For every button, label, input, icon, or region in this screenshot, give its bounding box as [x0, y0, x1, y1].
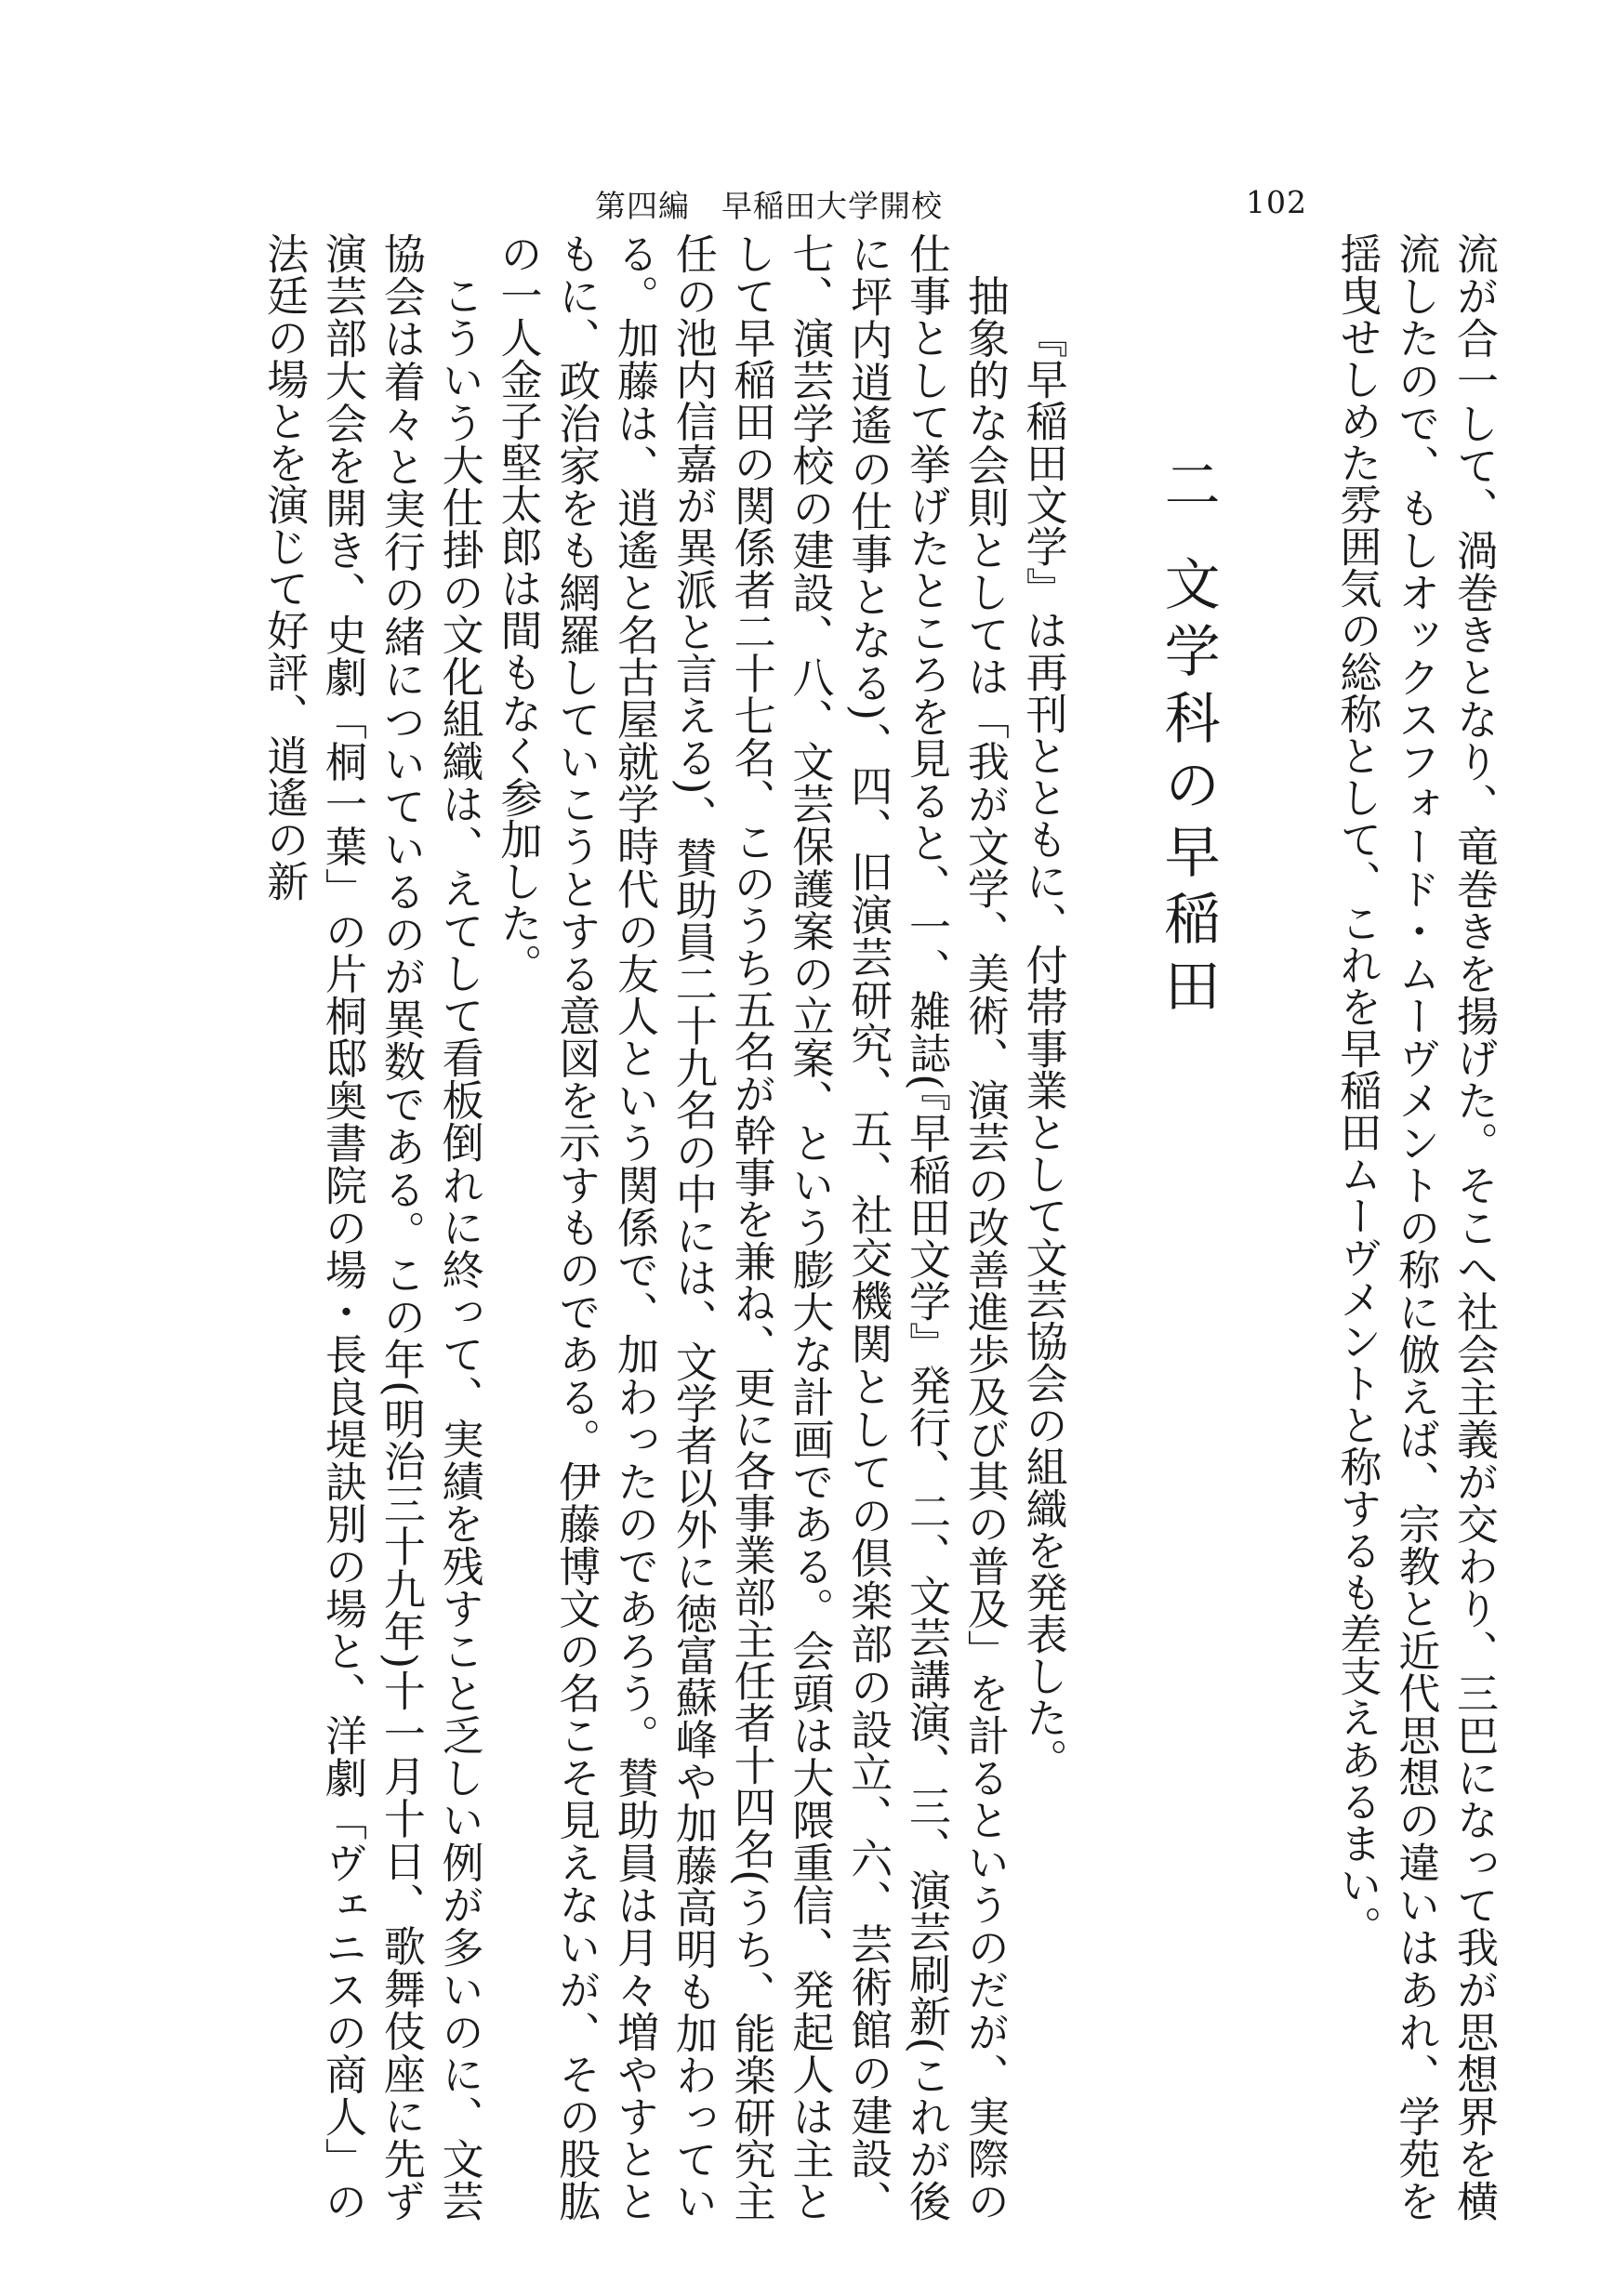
- section-heading: [1155, 232, 1221, 2222]
- paragraph: 抽象的な会則としては「我が文学、美術、演芸の改善進歩及び其の普及」を計るというのだが、実際の仕事として挙げたところを見ると、一、雑誌(『早稲田文学』発行、二、文芸講演、三、演芸刷新(これが後に坪内逍遙の仕事となる)、四、旧演芸研究、五、社交機関としての倶楽部の設立、六、芸術館の建設、七、演芸学校の建設、八、文芸保護案の立案、という膨大な計画である。会頭は大隈重信、発起人は主として早稲田の関係者二十七名、このうち五名が幹事を兼ね、更に各事業部主任者十四名(うち、能楽研究主任の池内信嘉が異派と言える)、賛助員二十九名の中には、文学者以外に徳富蘇峰や加藤高明も加わっている。加藤は、逍遙と名古屋就学時代の友人という関係で、加わったのであろう。賛助員は月々増やすとともに、政治家をも網羅していこうとする意図を示すものである。伊藤博文の名こそ見えないが、その股肱の一人金子堅太郎は間もなく参加した。: [493, 232, 1010, 2222]
- paragraph: こういう大仕掛の文化組織は、えてして看板倒れに終って、実績を残すこと乏しい例が多いのに、文芸協会は着々と実行の緒についているのが異数である。この年(明治三十九年)十一月十日、歌舞伎座に先ず演芸部大会を開き、史劇「桐一葉」の片桐邸奥書院の場・長良堤訣別の場と、洋劇「ヴェニスの商人」の法廷の場とを演じて好評、逍遙の新: [259, 232, 484, 2222]
- continued-paragraph: 流が合一して、渦巻きとなり、竜巻きを揚げた。そこへ社会主義が交わり、三巴になって我が思想界を横流したので、もしオックスフォード・ムーヴメントの称に倣えば、宗教と近代思想の違いはあれ、学苑を揺曳せしめた雰囲気の総称として、これを早稲田ムーヴメントと称するも差支えあるまい。: [1332, 232, 1499, 2222]
- body-text: [254, 232, 1502, 2222]
- section-number: 二: [1155, 455, 1221, 522]
- running-header: 第四編 早稲田大学開校: [595, 188, 943, 224]
- section-title: 文学科の早稲田: [1155, 555, 1221, 1023]
- page-number: 102: [1246, 184, 1307, 220]
- paragraph: 『早稲田文学』は再刊とともに、付帯事業として文芸協会の組織を発表した。: [1018, 316, 1068, 1780]
